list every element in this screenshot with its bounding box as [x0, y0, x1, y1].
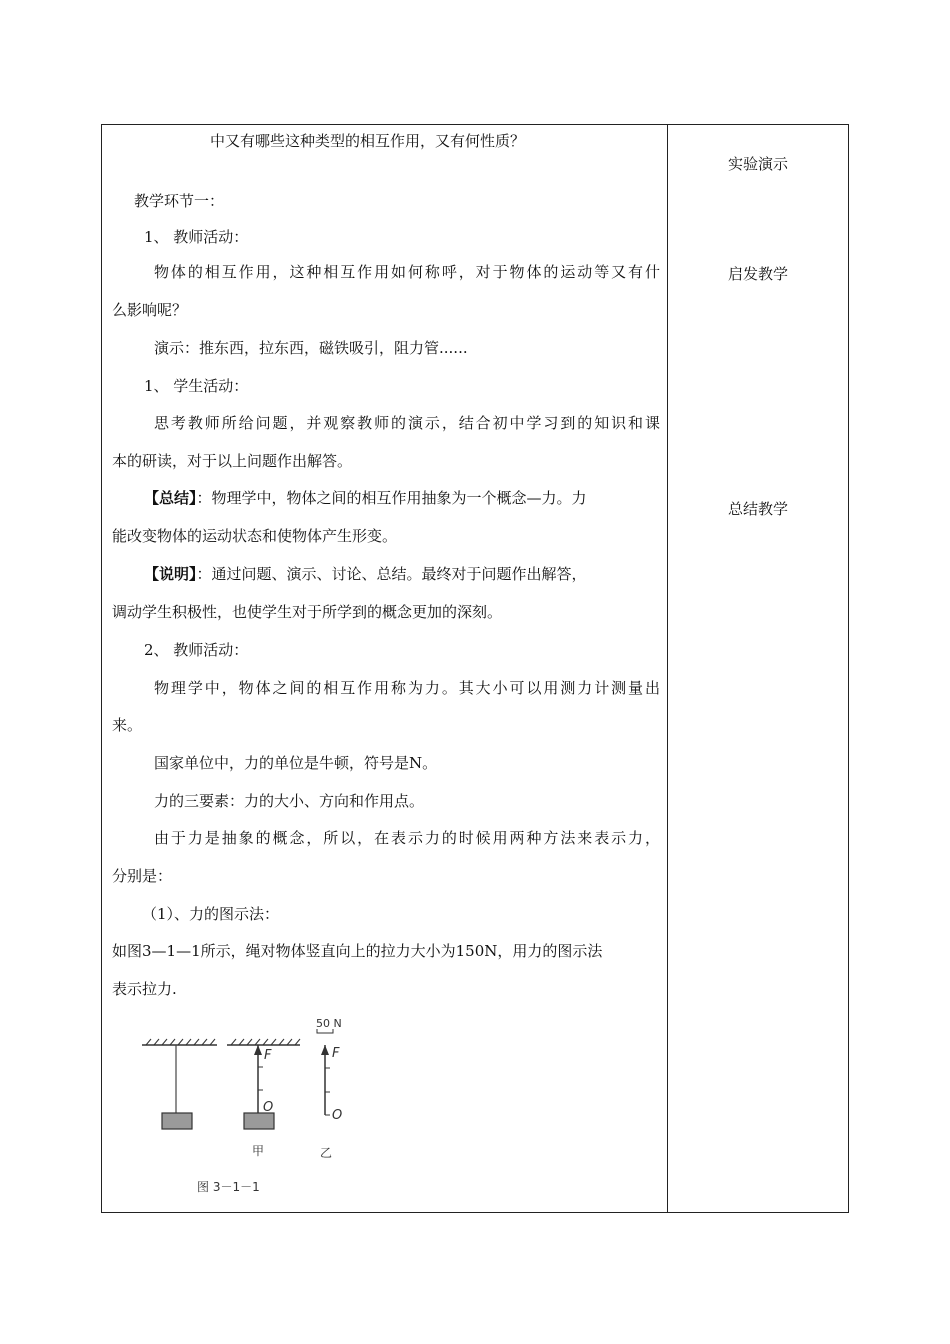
summary-line — [144, 488, 587, 508]
origin-label: O — [332, 1108, 343, 1123]
text-line: 来。 — [112, 716, 143, 734]
method-heuristic-teaching: 启发教学 — [727, 265, 788, 283]
text-line: 调动学生积极性，也使学生对于所学到的概念更加的深刻。 — [112, 603, 503, 621]
text-line: 演示：推东西，拉东西，磁铁吸引，阻力管...... — [154, 339, 468, 357]
note-line — [144, 564, 587, 584]
force-label: F — [264, 1048, 272, 1063]
scale-label: 50 N — [316, 1017, 342, 1030]
text-line: 如图3—1—1所示，绳对物体竖直向上的拉力大小为150N，用力的图示法 — [112, 942, 603, 960]
figure-caption: 图 3－1－1 — [197, 1180, 260, 1194]
summary-tag: 【总结】 — [144, 489, 197, 507]
column-divider — [667, 125, 668, 1212]
text-line: 思考教师所给问题，并观察教师的演示，结合初中学习到的知识和课 — [154, 414, 660, 432]
label-jia: 甲 — [252, 1144, 265, 1158]
subheading: 1、 教师活动： — [144, 228, 249, 246]
text-line: 物体的相互作用，这种相互作用如何称呼，对于物体的运动等又有什 — [154, 263, 660, 281]
text-line: 中又有哪些这种类型的相互作用，又有何性质？ — [210, 132, 526, 150]
origin-label: O — [263, 1100, 274, 1115]
summary-text: ：物理学中，物体之间的相互作用抽象为一个概念—力。力 — [196, 489, 587, 507]
text-line: 表示拉力. — [112, 980, 177, 998]
text-line: 物理学中，物体之间的相互作用称为力。其大小可以用测力计测量出 — [154, 679, 660, 697]
subheading: 1、 学生活动： — [144, 377, 249, 395]
label-yi: 乙 — [320, 1146, 333, 1160]
lesson-table — [101, 124, 849, 1213]
text-line: 本的研读，对于以上问题作出解答。 — [112, 452, 353, 470]
text-line: 分别是： — [112, 867, 173, 885]
text-line: 力的三要素：力的大小、方向和作用点。 — [154, 792, 425, 810]
note-tag: 【说明】 — [144, 565, 197, 583]
section-heading: 教学环节一： — [134, 192, 225, 210]
force-diagram-with-scale — [317, 1029, 333, 1115]
method-summary-teaching: 总结教学 — [727, 500, 788, 518]
method-heading: （1）、力的图示法： — [142, 905, 280, 923]
text-line: 么影响呢？ — [112, 301, 188, 319]
method-experiment-demo: 实验演示 — [727, 155, 788, 173]
force-diagram-figure — [132, 1015, 392, 1195]
text-line: 能改变物体的运动状态和使物体产生形变。 — [112, 527, 398, 545]
force-label: F — [332, 1046, 340, 1061]
subheading: 2、 教师活动： — [144, 641, 249, 659]
note-text: ：通过问题、演示、讨论、总结。最终对于问题作出解答， — [196, 565, 587, 583]
hanging-block-diagram — [142, 1039, 217, 1129]
text-line: 国家单位中，力的单位是牛顿，符号是N。 — [154, 754, 438, 772]
text-line: 由于力是抽象的概念，所以，在表示力的时候用两种方法来表示力， — [154, 829, 660, 847]
